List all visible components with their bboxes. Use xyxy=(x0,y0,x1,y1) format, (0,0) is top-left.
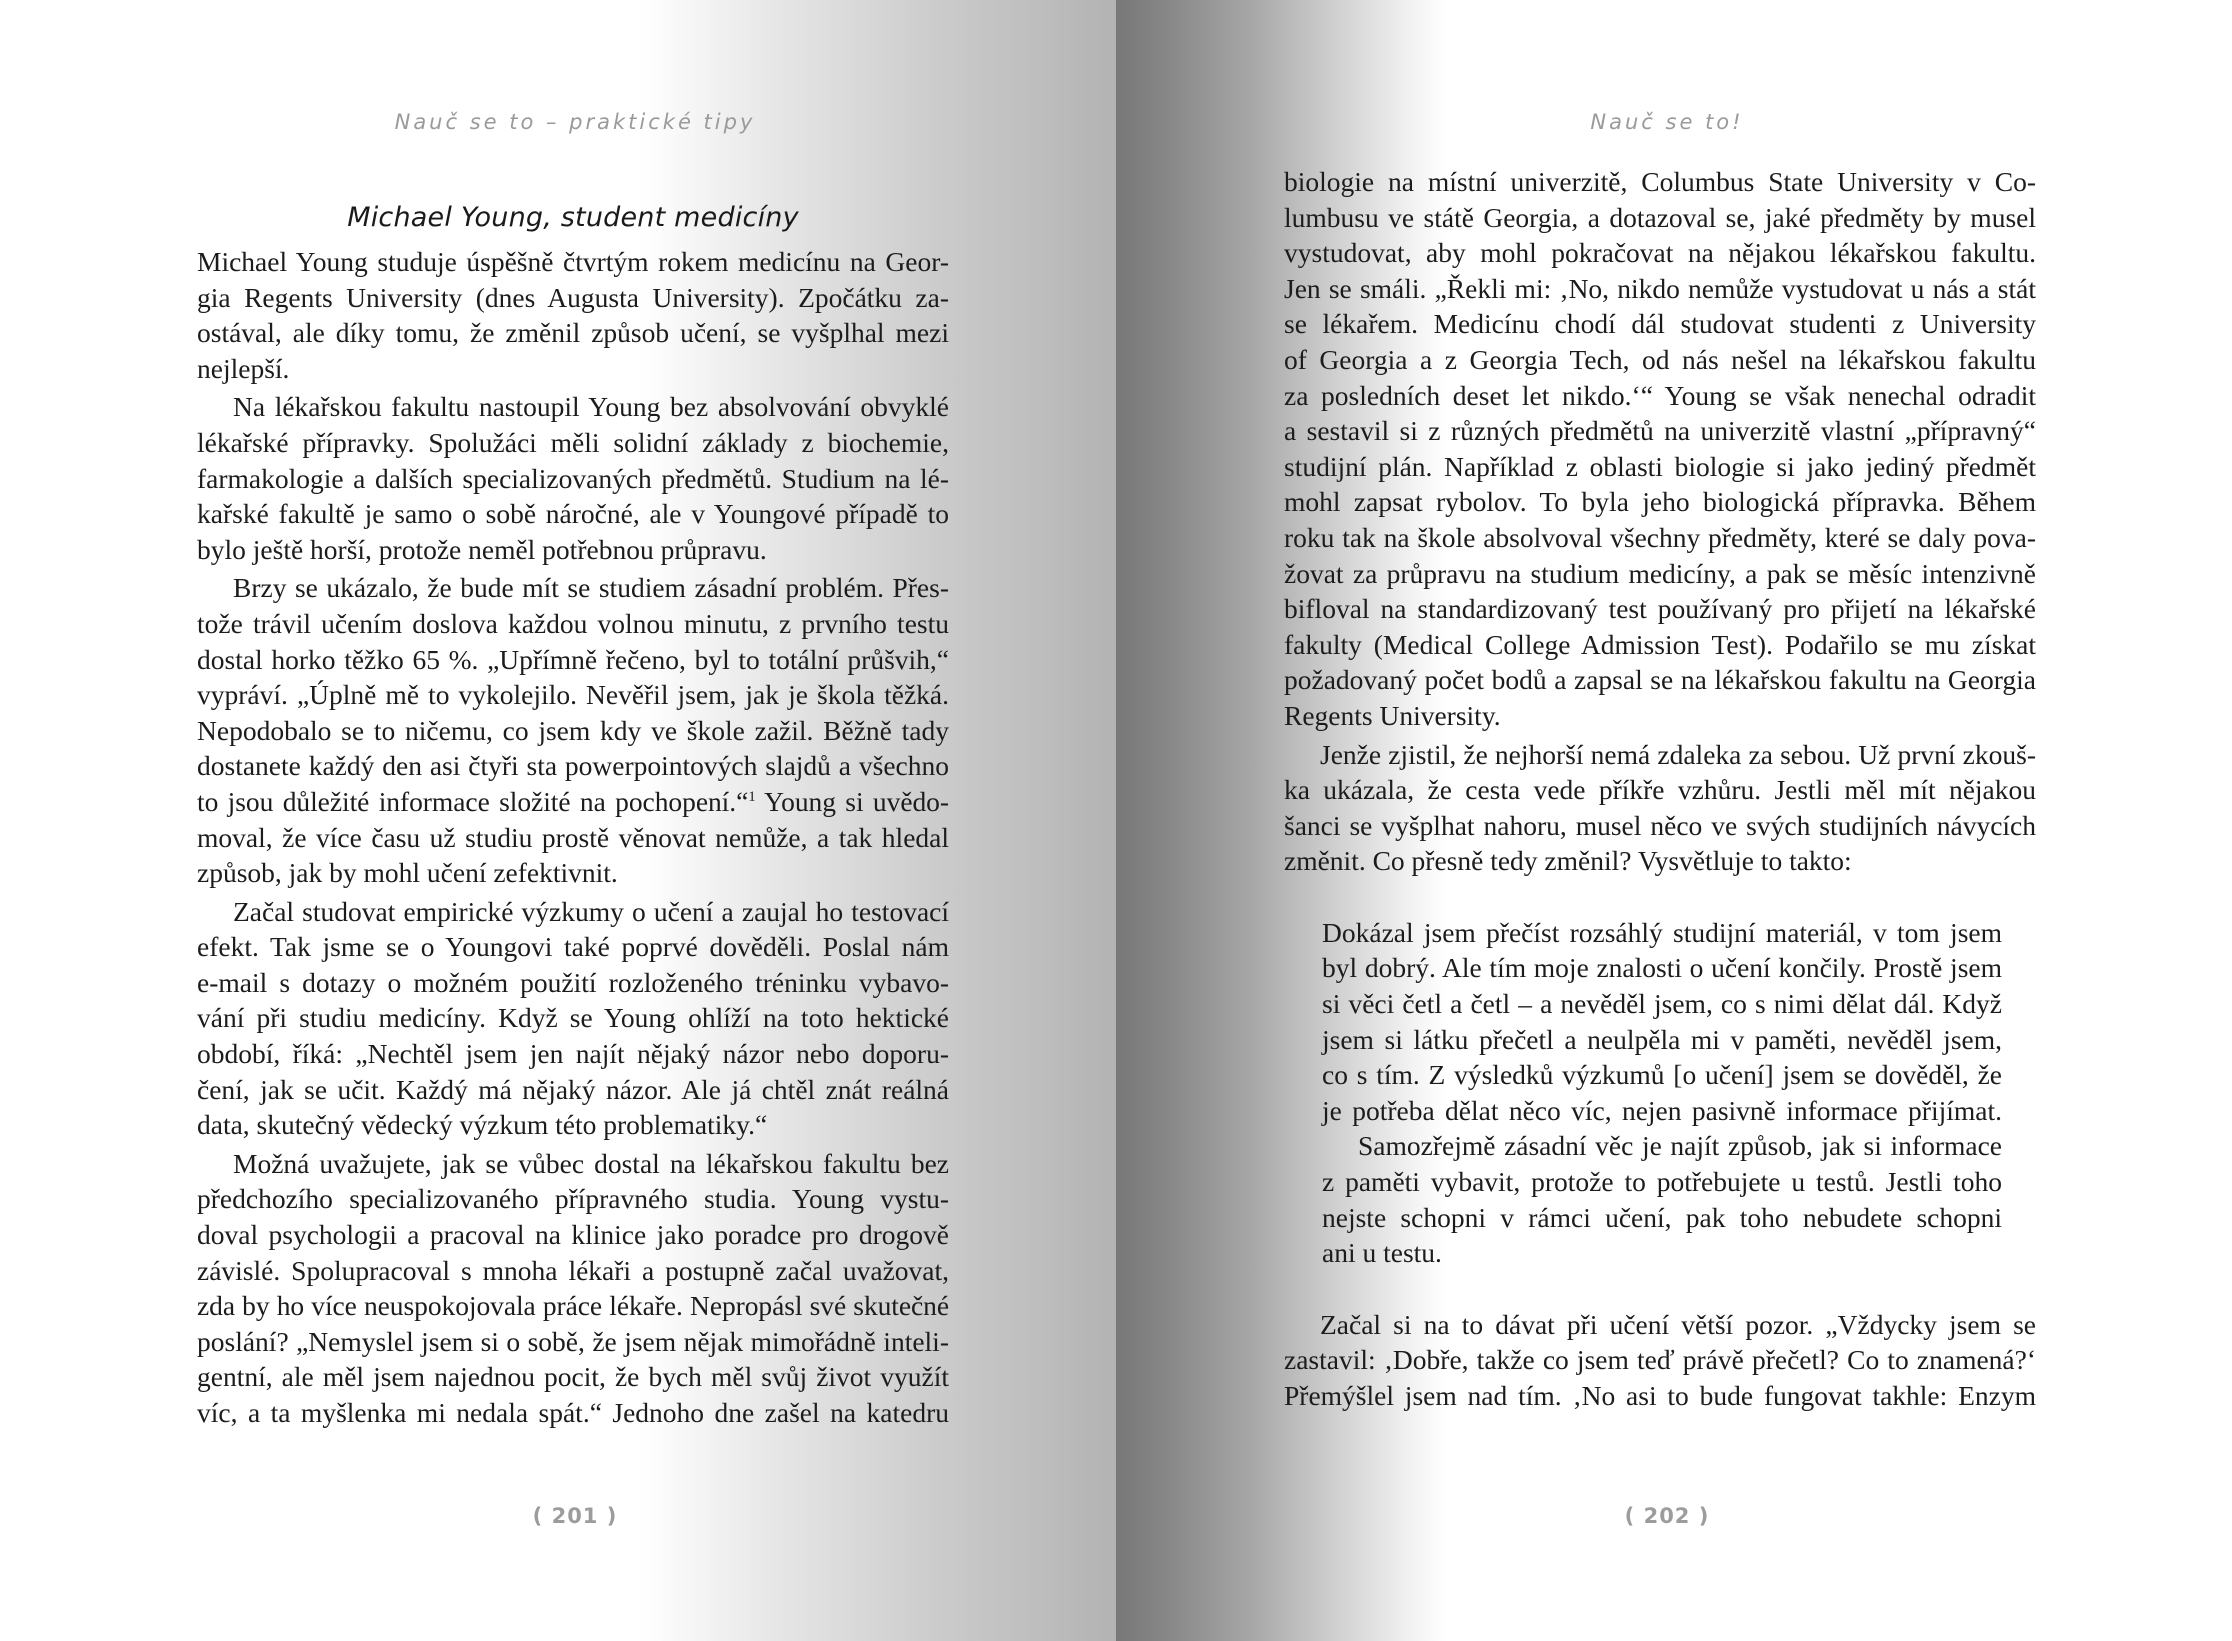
footnote-mark: 1 xyxy=(748,788,756,805)
paragraph xyxy=(1284,737,2036,879)
text-line: Jen se smáli. „Řekli mi: ‚No, nikdo nemůže vystudovat u nás a stát xyxy=(1284,272,2036,304)
text-line: změnit. Co přesně tedy změnil? Vysvětluje to takto: xyxy=(1284,845,1852,877)
text-line: Začal studovat empirické výzkumy o učení a zaujal ho testovací xyxy=(233,895,949,927)
running-head: Nauč se to – praktické tipy xyxy=(394,110,756,134)
text-line: efekt. Tak jsme se o Youngovi také poprvé dověděli. Poslal nám xyxy=(197,931,949,963)
text-line: jsem si látku přečetl a neulpěla mi v paměti, nevěděl jsem, xyxy=(1322,1023,2002,1055)
text-line: lékařské přípravky. Spolužáci měli solidní základy z biochemie, xyxy=(197,426,949,458)
text-line: závislé. Spolupracoval s mnoha lékaři a postupně začal uvažovat, xyxy=(197,1254,949,1286)
text-line: a sestavil si z různých předmětů na univerzitě vlastní „přípravný“ xyxy=(1284,415,2036,447)
text-line: gia Regents University (dnes Augusta University). Zpočátku za- xyxy=(197,281,949,313)
text-line: Začal si na to dávat při učení větší pozor. „Vždycky jsem se xyxy=(1320,1308,2036,1340)
text-line: za posledních deset let nikdo.‘“ Young se však nenechal odradit xyxy=(1284,379,2036,411)
text-line: Jenže zjistil, že nejhorší nemá zdaleka za sebou. Už první zkouš- xyxy=(1320,738,2036,770)
paragraph xyxy=(197,389,949,567)
text-line: ani u testu. xyxy=(1322,1237,1442,1269)
text-line: vání při studiu medicíny. Když se Young ohlíží na toto hektické xyxy=(197,1002,949,1034)
text-line: víc, a ta myšlenka mi nedala spát.“ Jednoho dne zašel na katedru xyxy=(197,1397,949,1428)
text-line: e-mail s dotazy o možném použití rozloženého tréninku vybavo- xyxy=(197,966,949,998)
text-fragment: Young si uvědo- xyxy=(755,785,949,817)
text-line: Na lékařskou fakultu nastoupil Young bez absolvování obvyklé xyxy=(233,391,949,423)
page-number: ( 202 ) xyxy=(1624,1504,1710,1528)
paragraph xyxy=(1284,1307,2036,1414)
text-line: Dokázal jsem přečíst rozsáhlý studijní materiál, v tom jsem xyxy=(1322,916,2002,948)
body-text xyxy=(1284,164,2036,1414)
text-line: farmakologie a dalších specializovaných předmětů. Studium na lé- xyxy=(197,462,949,494)
text-line: ostával, ale díky tomu, že změnil způsob učení, se vyšplhal mezi xyxy=(197,317,949,349)
text-line: Brzy se ukázalo, že bude mít se studiem zásadní problém. Přes- xyxy=(233,572,949,604)
text-line: vystudovat, aby mohl pokračovat na nějakou lékařskou fakultu. xyxy=(1284,237,2036,269)
page-number: ( 201 ) xyxy=(532,1504,618,1528)
text-line: biologie na místní univerzitě, Columbus State University v Co- xyxy=(1284,166,2036,197)
text-line: dostal horko těžko 65 %. „Upřímně řečeno, byl to totální průšvih,“ xyxy=(197,643,949,675)
text-line: nejlepší. xyxy=(197,352,290,384)
block-quote xyxy=(1322,915,2002,1271)
text-line: mohl zapsat rybolov. To byla jeho biologická přípravka. Během xyxy=(1284,486,2036,518)
text-line: žovat za průpravu na studium medicíny, a pak se měsíc intenzivně xyxy=(1284,557,2036,589)
text-line: co s tím. Z výsledků výzkumů [o učení] jsem se dověděl, že xyxy=(1322,1059,2002,1091)
text-line: způsob, jak by mohl učení zefektivnit. xyxy=(197,857,618,889)
text-line: bylo ještě horší, protože neměl potřebnou průpravu. xyxy=(197,533,767,565)
text-line: šanci se vyšplhat nahoru, musel něco ve svých studijních návycích xyxy=(1284,809,2036,841)
text-line: Přemýšlel jsem nad tím. ‚No asi to bude fungovat takhle: Enzym xyxy=(1284,1380,2036,1411)
quote-paragraph xyxy=(1322,915,2002,1129)
text-fragment: to jsou důležité informace složité na pochopení.“ xyxy=(197,785,749,817)
text-line: předchozího specializovaného přípravného studia. Young vystu- xyxy=(197,1183,949,1215)
text-line: Nepodobalo se to ničemu, co jsem kdy ve škole zažil. Běžně tady xyxy=(197,714,949,746)
running-head: Nauč se to! xyxy=(1590,110,1744,134)
text-line: fakulty (Medical College Admission Test). Podařilo se mu získat xyxy=(1284,628,2036,660)
text-line: lumbusu ve státě Georgia, a dotazoval se, jaké předměty by musel xyxy=(1284,201,2036,233)
text-line: z paměti vybavit, protože to potřebujete u testů. Jestli toho xyxy=(1322,1166,2002,1198)
paragraph xyxy=(197,1146,949,1431)
text-line: Regents University. xyxy=(1284,699,1501,731)
right-page xyxy=(1116,0,2232,1641)
text-line: of Georgia a z Georgia Tech, od nás nešel na lékařskou fakultu xyxy=(1284,343,2036,375)
text-line: Možná uvažujete, jak se vůbec dostal na lékařskou fakultu bez xyxy=(233,1147,949,1179)
text-line: čení, jak se učit. Každý má nějaký názor. Ale já chtěl znát reálná xyxy=(197,1073,949,1105)
text-line: zda by ho více neuspokojovala práce lékaře. Nepropásl své skutečné xyxy=(197,1290,949,1322)
text-line: Michael Young studuje úspěšně čtvrtým rokem medicínu na Geor- xyxy=(197,246,949,277)
text-line: byl dobrý. Ale tím moje znalosti o učení končily. Prostě jsem xyxy=(1322,952,2002,984)
text-line: moval, že více času už studiu prostě věnovat nemůže, a tak hledal xyxy=(197,821,949,853)
paragraph xyxy=(1284,164,2036,734)
text-line: gentní, ale měl jsem najednou pocit, že bych měl svůj život využít xyxy=(197,1361,949,1393)
paragraph xyxy=(197,894,949,1143)
paragraph xyxy=(197,244,949,386)
text-line: studijní plán. Například z oblasti biologie si jako jediný předmět xyxy=(1284,450,2036,482)
text-line: dostanete každý den asi čtyři sta powerpointových slajdů a všechno xyxy=(197,750,949,782)
text-line: si věci četl a četl – a nevěděl jsem, co s nimi dělat dál. Když xyxy=(1322,988,2002,1020)
section-title: Michael Young, student medicíny xyxy=(347,202,799,233)
body-text xyxy=(197,198,949,1431)
text-line: poslání? „Nemyslel jsem si o sobě, že jsem nějak mimořádně inteli- xyxy=(197,1325,949,1357)
text-line xyxy=(197,784,949,820)
text-line: požadovaný počet bodů a zapsal se na lékařskou fakultu na Georgia xyxy=(1284,664,2036,696)
text-line: je potřeba dělat něco víc, nejen pasivně informace přijímat. xyxy=(1322,1094,2002,1126)
text-line: nejste schopni v rámci učení, pak toho nebudete schopni xyxy=(1322,1201,2002,1233)
text-line: doval psychologii a pracoval na klinice jako poradce pro drogově xyxy=(197,1219,949,1251)
text-line: kařské fakultě je samo o sobě náročné, ale v Youngové případě to xyxy=(197,498,949,530)
text-line: zastavil: ‚Dobře, takže co jsem teď právě přečetl? Co to znamená?‘ xyxy=(1284,1344,2036,1376)
text-line: data, skutečný vědecký výzkum této problematiky.“ xyxy=(197,1109,768,1141)
quote-paragraph xyxy=(1322,1128,2002,1270)
text-line: Samozřejmě zásadní věc je najít způsob, jak si informace xyxy=(1358,1130,2002,1162)
paragraph xyxy=(197,570,949,890)
text-line: vypráví. „Úplně mě to vykolejilo. Nevěřil jsem, jak je škola těžká. xyxy=(197,679,949,711)
text-line: roku tak na škole absolvoval všechny předměty, které se daly pova- xyxy=(1284,521,2036,553)
text-line: tože trávil učením doslova každou volnou minutu, z prvního testu xyxy=(197,607,949,639)
text-line: bifloval na standardizovaný test používaný pro přijetí na lékařské xyxy=(1284,593,2036,625)
text-line: ka ukázala, že cesta vede příkře vzhůru. Jestli měl mít nějakou xyxy=(1284,774,2036,806)
text-line: se lékařem. Medicínu chodí dál studovat studenti z University xyxy=(1284,308,2036,340)
text-line: období, říká: „Nechtěl jsem jen najít nějaký názor nebo doporu- xyxy=(197,1038,949,1070)
